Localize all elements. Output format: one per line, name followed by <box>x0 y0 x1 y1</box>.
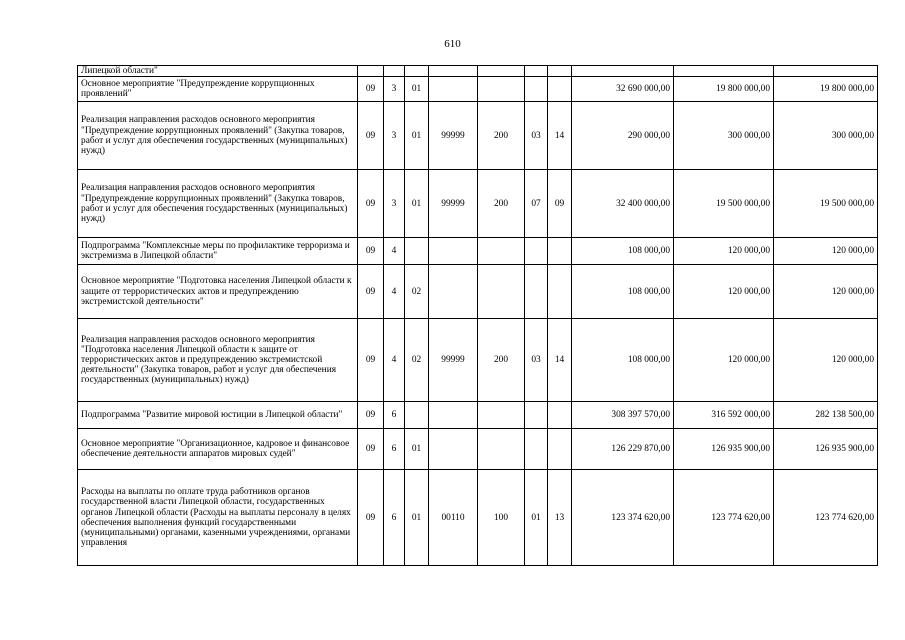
expense-type-cell <box>478 402 525 429</box>
amount-year-2-cell: 120 000,00 <box>674 265 774 319</box>
row-name: Расходы на выплаты по оплате труда работников органов государственной власти Липецкой области, государственных органов Липецкой области (Расходы на выплаты персоналу в целях обеспечения выполнения функций государственными (муниципальными) органами, казенными учреждениями, органами управления <box>78 470 358 566</box>
direction-code-cell <box>429 265 478 319</box>
amount-year-1-cell: 108 000,00 <box>572 265 674 319</box>
subsection-cell: 14 <box>548 319 572 402</box>
table-row <box>78 77 878 102</box>
table-row <box>78 102 878 170</box>
table-row <box>78 238 878 265</box>
program-code-cell: 09 <box>358 319 384 402</box>
amount-year-3-cell: 282 138 500,00 <box>774 402 878 429</box>
activity-code-cell: 01 <box>405 170 429 238</box>
table-row <box>78 319 878 402</box>
row-name: Реализация направления расходов основного мероприятия "Подготовка населения Липецкой области к защите от террористических актов и предупреждению экстремистской деятельности" (Закупка товаров, работ и услуг для обеспечения государственных (муниципальных) нужд) <box>78 319 358 402</box>
program-code-cell: 09 <box>358 402 384 429</box>
subprogram-code-cell: 6 <box>384 470 405 566</box>
section-cell <box>525 429 548 470</box>
expense-type-cell: 200 <box>478 319 525 402</box>
row-name: Реализация направления расходов основного мероприятия "Предупреждение коррупционных проявлений" (Закупка товаров, работ и услуг для обеспечения государственных (муниципальных) нужд) <box>78 170 358 238</box>
section-cell <box>525 77 548 102</box>
subsection-cell <box>548 238 572 265</box>
activity-code-cell: 02 <box>405 319 429 402</box>
amount-year-3-cell: 120 000,00 <box>774 265 878 319</box>
subsection-cell: 14 <box>548 102 572 170</box>
table-body <box>78 66 878 566</box>
activity-code-cell: 01 <box>405 102 429 170</box>
row-name: Подпрограмма "Комплексные меры по профилактике терроризма и экстремизма в Липецкой области" <box>78 238 358 265</box>
row-name: Реализация направления расходов основного мероприятия "Предупреждение коррупционных проявлений" (Закупка товаров, работ и услуг для обеспечения государственных (муниципальных) нужд) <box>78 102 358 170</box>
subsection-cell <box>548 429 572 470</box>
amount-year-2-cell: 123 774 620,00 <box>674 470 774 566</box>
section-cell: 07 <box>525 170 548 238</box>
section-cell <box>525 238 548 265</box>
direction-code-cell <box>429 238 478 265</box>
amount-year-1-cell: 123 374 620,00 <box>572 470 674 566</box>
amount-year-3-cell: 19 800 000,00 <box>774 77 878 102</box>
program-code-cell <box>358 66 384 77</box>
amount-year-1-cell: 32 400 000,00 <box>572 170 674 238</box>
subprogram-code-cell: 4 <box>384 265 405 319</box>
table-row <box>78 429 878 470</box>
expense-type-cell <box>478 265 525 319</box>
amount-year-2-cell: 19 800 000,00 <box>674 77 774 102</box>
section-cell <box>525 66 548 77</box>
section-cell <box>525 402 548 429</box>
amount-year-1-cell: 108 000,00 <box>572 319 674 402</box>
amount-year-1-cell: 126 229 870,00 <box>572 429 674 470</box>
table-row <box>78 402 878 429</box>
section-cell: 01 <box>525 470 548 566</box>
section-cell: 03 <box>525 319 548 402</box>
subprogram-code-cell: 3 <box>384 77 405 102</box>
activity-code-cell <box>405 66 429 77</box>
expense-type-cell <box>478 66 525 77</box>
subsection-cell: 13 <box>548 470 572 566</box>
expense-type-cell: 200 <box>478 170 525 238</box>
amount-year-3-cell: 126 935 900,00 <box>774 429 878 470</box>
program-code-cell: 09 <box>358 102 384 170</box>
direction-code-cell <box>429 66 478 77</box>
activity-code-cell <box>405 402 429 429</box>
direction-code-cell <box>429 429 478 470</box>
activity-code-cell: 02 <box>405 265 429 319</box>
expense-type-cell <box>478 238 525 265</box>
amount-year-3-cell: 120 000,00 <box>774 238 878 265</box>
section-cell <box>525 265 548 319</box>
amount-year-2-cell: 19 500 000,00 <box>674 170 774 238</box>
amount-year-3-cell: 300 000,00 <box>774 102 878 170</box>
subsection-cell <box>548 265 572 319</box>
direction-code-cell <box>429 402 478 429</box>
table-row <box>78 170 878 238</box>
expense-type-cell <box>478 429 525 470</box>
table-row <box>78 470 878 566</box>
amount-year-1-cell: 308 397 570,00 <box>572 402 674 429</box>
amount-year-3-cell: 123 774 620,00 <box>774 470 878 566</box>
amount-year-2-cell: 120 000,00 <box>674 238 774 265</box>
subprogram-code-cell: 4 <box>384 238 405 265</box>
program-code-cell: 09 <box>358 238 384 265</box>
subsection-cell: 09 <box>548 170 572 238</box>
expense-type-cell: 200 <box>478 102 525 170</box>
subprogram-code-cell: 3 <box>384 102 405 170</box>
subprogram-code-cell: 4 <box>384 319 405 402</box>
row-name: Основное мероприятие "Организационное, кадровое и финансовое обеспечение деятельности аппаратов мировых судей" <box>78 429 358 470</box>
program-code-cell: 09 <box>358 77 384 102</box>
table-row <box>78 66 878 77</box>
program-code-cell: 09 <box>358 429 384 470</box>
amount-year-3-cell <box>774 66 878 77</box>
expense-type-cell: 100 <box>478 470 525 566</box>
subsection-cell <box>548 66 572 77</box>
subprogram-code-cell: 6 <box>384 402 405 429</box>
subprogram-code-cell: 6 <box>384 429 405 470</box>
table-row <box>78 265 878 319</box>
direction-code-cell <box>429 77 478 102</box>
subsection-cell <box>548 77 572 102</box>
activity-code-cell <box>405 238 429 265</box>
row-name: Основное мероприятие "Предупреждение коррупционных проявлений" <box>78 77 358 102</box>
direction-code-cell: 99999 <box>429 319 478 402</box>
row-name: Основное мероприятие "Подготовка населения Липецкой области к защите от террористических актов и предупреждению экстремистской деятельности" <box>78 265 358 319</box>
amount-year-1-cell: 290 000,00 <box>572 102 674 170</box>
activity-code-cell: 01 <box>405 470 429 566</box>
amount-year-3-cell: 120 000,00 <box>774 319 878 402</box>
subprogram-code-cell: 3 <box>384 170 405 238</box>
subprogram-code-cell <box>384 66 405 77</box>
activity-code-cell: 01 <box>405 77 429 102</box>
budget-table <box>77 65 878 566</box>
direction-code-cell: 99999 <box>429 170 478 238</box>
row-name: Подпрограмма "Развитие мировой юстиции в Липецкой области" <box>78 402 358 429</box>
direction-code-cell: 99999 <box>429 102 478 170</box>
subsection-cell <box>548 402 572 429</box>
row-name: Липецкой области" <box>78 66 358 77</box>
expense-type-cell <box>478 77 525 102</box>
amount-year-1-cell: 108 000,00 <box>572 238 674 265</box>
section-cell: 03 <box>525 102 548 170</box>
amount-year-2-cell: 300 000,00 <box>674 102 774 170</box>
page-number: 610 <box>444 38 461 50</box>
amount-year-2-cell: 120 000,00 <box>674 319 774 402</box>
program-code-cell: 09 <box>358 170 384 238</box>
amount-year-2-cell: 126 935 900,00 <box>674 429 774 470</box>
amount-year-2-cell <box>674 66 774 77</box>
program-code-cell: 09 <box>358 265 384 319</box>
program-code-cell: 09 <box>358 470 384 566</box>
activity-code-cell: 01 <box>405 429 429 470</box>
amount-year-1-cell <box>572 66 674 77</box>
amount-year-3-cell: 19 500 000,00 <box>774 170 878 238</box>
direction-code-cell: 00110 <box>429 470 478 566</box>
amount-year-2-cell: 316 592 000,00 <box>674 402 774 429</box>
amount-year-1-cell: 32 690 000,00 <box>572 77 674 102</box>
